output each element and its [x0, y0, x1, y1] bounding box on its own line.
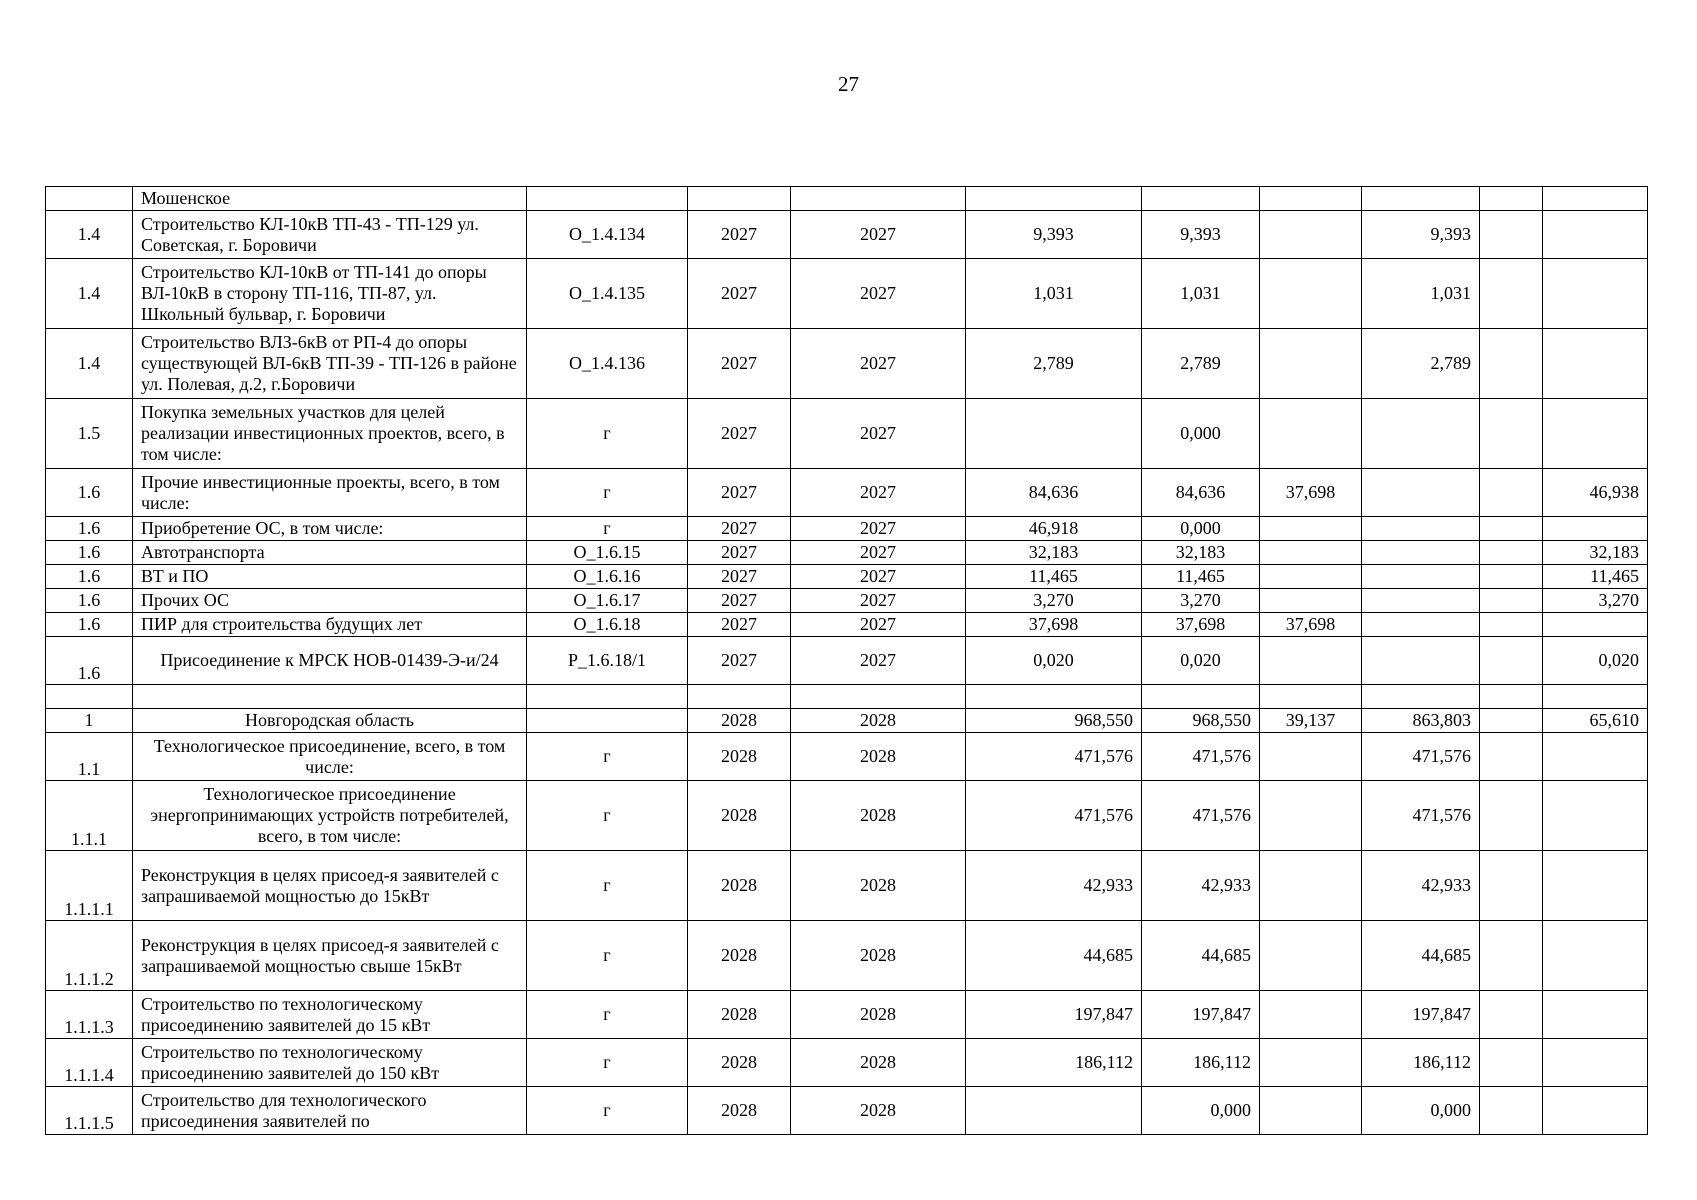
year-start-cell: 2027	[688, 399, 791, 469]
row-number-cell: 1.1.1.5	[46, 1087, 133, 1135]
row-name-cell: Строительство ВЛЗ-6кВ от РП-4 до опоры существующей ВЛ-6кВ ТП-39 - ТП-126 в районе ул. Полевая, д.2, г.Боровичи	[133, 329, 527, 399]
value-cell	[1260, 541, 1362, 565]
row-number-cell: 1.1.1.3	[46, 991, 133, 1039]
value-cell: 44,685	[966, 921, 1142, 991]
row-code-cell: г	[527, 921, 688, 991]
value-cell	[1543, 613, 1648, 637]
year-end-cell: 2027	[791, 469, 966, 517]
value-cell	[1260, 733, 1362, 781]
table-row	[46, 851, 1648, 921]
table-row	[46, 187, 1648, 211]
year-start-cell: 2027	[688, 541, 791, 565]
value-cell	[1480, 1039, 1543, 1087]
value-cell: 39,137	[1260, 709, 1362, 733]
year-end-cell: 2027	[791, 637, 966, 685]
value-cell	[1480, 259, 1543, 329]
row-name-cell: ВТ и ПО	[133, 565, 527, 589]
value-cell: 42,933	[1362, 851, 1480, 921]
year-start-cell: 2028	[688, 921, 791, 991]
value-cell	[1543, 187, 1648, 211]
table-row	[46, 259, 1648, 329]
value-cell	[1480, 187, 1543, 211]
row-number-cell	[46, 187, 133, 211]
value-cell: 863,803	[1362, 709, 1480, 733]
row-code-cell: г	[527, 781, 688, 851]
row-name-cell: Реконструкция в целях присоед-я заявителей с запрашиваемой мощностью до 15кВт	[133, 851, 527, 921]
row-code-cell: Р_1.6.18/1	[527, 637, 688, 685]
row-number-cell: 1.4	[46, 259, 133, 329]
value-cell: 0,000	[1362, 1087, 1480, 1135]
row-number-cell: 1.1.1.1	[46, 851, 133, 921]
year-start-cell: 2027	[688, 613, 791, 637]
value-cell: 11,465	[966, 565, 1142, 589]
table-row	[46, 921, 1648, 991]
row-number-cell: 1.4	[46, 329, 133, 399]
value-cell	[1260, 565, 1362, 589]
row-code-cell: О_1.4.135	[527, 259, 688, 329]
value-cell	[1480, 991, 1543, 1039]
year-start-cell: 2028	[688, 1087, 791, 1135]
value-cell	[1480, 851, 1543, 921]
value-cell	[1260, 991, 1362, 1039]
row-name-cell: ПИР для строительства будущих лет	[133, 613, 527, 637]
value-cell	[1362, 613, 1480, 637]
year-end-cell: 2027	[791, 589, 966, 613]
row-number-cell: 1.5	[46, 399, 133, 469]
year-start-cell: 2028	[688, 733, 791, 781]
value-cell: 0,020	[1543, 637, 1648, 685]
value-cell	[1260, 399, 1362, 469]
table-row	[46, 329, 1648, 399]
row-code-cell: г	[527, 991, 688, 1039]
value-cell	[1362, 399, 1480, 469]
year-end-cell	[791, 187, 966, 211]
value-cell: 37,698	[1260, 613, 1362, 637]
value-cell	[1480, 613, 1543, 637]
value-cell	[1543, 685, 1648, 709]
year-end-cell: 2027	[791, 259, 966, 329]
value-cell	[1260, 685, 1362, 709]
year-end-cell: 2028	[791, 781, 966, 851]
value-cell: 186,112	[966, 1039, 1142, 1087]
row-name-cell: Приобретение ОС, в том числе:	[133, 517, 527, 541]
value-cell: 9,393	[966, 211, 1142, 259]
year-end-cell: 2028	[791, 709, 966, 733]
value-cell: 84,636	[1142, 469, 1260, 517]
year-start-cell	[688, 187, 791, 211]
value-cell	[1543, 921, 1648, 991]
year-end-cell: 2027	[791, 211, 966, 259]
value-cell	[1362, 469, 1480, 517]
value-cell	[966, 399, 1142, 469]
table-row	[46, 1039, 1648, 1087]
page-number: 27	[838, 72, 859, 96]
value-cell	[1480, 921, 1543, 991]
year-start-cell: 2028	[688, 781, 791, 851]
row-name-cell: Мошенское	[133, 187, 527, 211]
value-cell	[966, 187, 1142, 211]
row-code-cell: О_1.6.17	[527, 589, 688, 613]
value-cell: 44,685	[1142, 921, 1260, 991]
value-cell: 471,576	[966, 733, 1142, 781]
value-cell: 0,000	[1142, 399, 1260, 469]
row-code-cell: О_1.6.18	[527, 613, 688, 637]
row-number-cell: 1.1.1.2	[46, 921, 133, 991]
value-cell	[1543, 851, 1648, 921]
row-number-cell: 1.6	[46, 469, 133, 517]
value-cell: 11,465	[1142, 565, 1260, 589]
row-code-cell: г	[527, 733, 688, 781]
table-row	[46, 1087, 1648, 1135]
value-cell: 0,000	[1142, 1087, 1260, 1135]
value-cell: 11,465	[1543, 565, 1648, 589]
value-cell: 9,393	[1362, 211, 1480, 259]
value-cell: 3,270	[966, 589, 1142, 613]
table-row	[46, 991, 1648, 1039]
value-cell: 37,698	[1142, 613, 1260, 637]
value-cell: 46,938	[1543, 469, 1648, 517]
year-end-cell: 2027	[791, 329, 966, 399]
year-start-cell	[688, 685, 791, 709]
row-code-cell: г	[527, 851, 688, 921]
value-cell: 197,847	[966, 991, 1142, 1039]
row-name-cell: Строительство КЛ-10кВ ТП-43 - ТП-129 ул. Советская, г. Боровичи	[133, 211, 527, 259]
value-cell: 1,031	[1142, 259, 1260, 329]
row-number-cell	[46, 685, 133, 709]
value-cell	[1480, 565, 1543, 589]
value-cell	[1480, 329, 1543, 399]
value-cell	[1480, 211, 1543, 259]
year-end-cell: 2027	[791, 613, 966, 637]
table-row	[46, 685, 1648, 709]
year-end-cell: 2027	[791, 517, 966, 541]
value-cell	[966, 685, 1142, 709]
year-end-cell: 2028	[791, 733, 966, 781]
row-name-cell: Строительство КЛ-10кВ от ТП-141 до опоры ВЛ-10кВ в сторону ТП-116, ТП-87, ул. Школьный бульвар, г. Боровичи	[133, 259, 527, 329]
value-cell: 2,789	[1142, 329, 1260, 399]
table-row	[46, 709, 1648, 733]
row-code-cell: г	[527, 399, 688, 469]
value-cell	[1480, 781, 1543, 851]
table-row	[46, 637, 1648, 685]
row-code-cell: О_1.6.16	[527, 565, 688, 589]
row-name-cell: Прочих ОС	[133, 589, 527, 613]
value-cell	[1480, 541, 1543, 565]
value-cell: 2,789	[966, 329, 1142, 399]
value-cell	[1260, 921, 1362, 991]
row-number-cell: 1.6	[46, 589, 133, 613]
value-cell	[1260, 259, 1362, 329]
value-cell: 0,000	[1142, 517, 1260, 541]
row-name-cell: Присоединение к МРСК НОВ-01439-Э-и/24	[133, 637, 527, 685]
value-cell	[1480, 589, 1543, 613]
value-cell: 186,112	[1362, 1039, 1480, 1087]
value-cell	[1260, 589, 1362, 613]
value-cell	[1260, 517, 1362, 541]
value-cell: 471,576	[966, 781, 1142, 851]
row-number-cell: 1.4	[46, 211, 133, 259]
value-cell	[1362, 685, 1480, 709]
value-cell: 9,393	[1142, 211, 1260, 259]
row-code-cell: О_1.6.15	[527, 541, 688, 565]
year-start-cell: 2027	[688, 589, 791, 613]
year-start-cell: 2027	[688, 329, 791, 399]
year-end-cell: 2028	[791, 1039, 966, 1087]
value-cell	[1260, 781, 1362, 851]
value-cell: 197,847	[1362, 991, 1480, 1039]
value-cell	[966, 1087, 1142, 1135]
row-name-cell: Автотранспорта	[133, 541, 527, 565]
value-cell	[1260, 851, 1362, 921]
value-cell: 197,847	[1142, 991, 1260, 1039]
value-cell	[1480, 637, 1543, 685]
row-number-cell: 1	[46, 709, 133, 733]
table-row	[46, 517, 1648, 541]
year-end-cell: 2027	[791, 565, 966, 589]
row-name-cell: Строительство для технологического присоединения заявителей по	[133, 1087, 527, 1135]
value-cell: 471,576	[1362, 781, 1480, 851]
row-number-cell: 1.6	[46, 565, 133, 589]
year-end-cell: 2027	[791, 541, 966, 565]
value-cell	[1362, 541, 1480, 565]
value-cell	[1480, 685, 1543, 709]
value-cell: 968,550	[1142, 709, 1260, 733]
value-cell: 471,576	[1142, 733, 1260, 781]
row-number-cell: 1.1.1.4	[46, 1039, 133, 1087]
year-start-cell: 2027	[688, 259, 791, 329]
value-cell: 37,698	[1260, 469, 1362, 517]
year-start-cell: 2027	[688, 637, 791, 685]
value-cell	[1543, 733, 1648, 781]
year-end-cell: 2028	[791, 1087, 966, 1135]
row-name-cell: Реконструкция в целях присоед-я заявителей с запрашиваемой мощностью свыше 15кВт	[133, 921, 527, 991]
value-cell: 3,270	[1543, 589, 1648, 613]
value-cell	[1543, 399, 1648, 469]
value-cell: 3,270	[1142, 589, 1260, 613]
value-cell	[1543, 1087, 1648, 1135]
year-start-cell: 2028	[688, 851, 791, 921]
row-name-cell: Новгородская область	[133, 709, 527, 733]
value-cell: 84,636	[966, 469, 1142, 517]
table-row	[46, 565, 1648, 589]
row-name-cell: Технологическое присоединение энергопринимающих устройств потребителей, всего, в том числе:	[133, 781, 527, 851]
value-cell: 186,112	[1142, 1039, 1260, 1087]
value-cell	[1142, 685, 1260, 709]
row-number-cell: 1.6	[46, 541, 133, 565]
value-cell: 471,576	[1142, 781, 1260, 851]
row-name-cell: Строительство по технологическому присоединению заявителей до 150 кВт	[133, 1039, 527, 1087]
year-start-cell: 2027	[688, 565, 791, 589]
year-start-cell: 2027	[688, 469, 791, 517]
value-cell	[1543, 517, 1648, 541]
row-code-cell	[527, 685, 688, 709]
value-cell	[1543, 1039, 1648, 1087]
row-code-cell: г	[527, 1039, 688, 1087]
year-end-cell: 2028	[791, 991, 966, 1039]
value-cell	[1260, 187, 1362, 211]
row-name-cell	[133, 685, 527, 709]
value-cell	[1543, 329, 1648, 399]
value-cell: 42,933	[966, 851, 1142, 921]
row-code-cell: г	[527, 1087, 688, 1135]
value-cell	[1543, 781, 1648, 851]
value-cell	[1260, 1039, 1362, 1087]
row-name-cell: Строительство по технологическому присоединению заявителей до 15 кВт	[133, 991, 527, 1039]
value-cell	[1480, 469, 1543, 517]
row-code-cell: г	[527, 469, 688, 517]
row-number-cell: 1.6	[46, 613, 133, 637]
year-start-cell: 2028	[688, 709, 791, 733]
row-code-cell	[527, 187, 688, 211]
table-row	[46, 781, 1648, 851]
value-cell	[1362, 589, 1480, 613]
year-start-cell: 2028	[688, 1039, 791, 1087]
value-cell: 968,550	[966, 709, 1142, 733]
value-cell: 1,031	[1362, 259, 1480, 329]
table-row	[46, 589, 1648, 613]
row-code-cell: О_1.4.134	[527, 211, 688, 259]
year-end-cell	[791, 685, 966, 709]
value-cell: 471,576	[1362, 733, 1480, 781]
year-start-cell: 2027	[688, 517, 791, 541]
year-end-cell: 2028	[791, 851, 966, 921]
value-cell	[1362, 187, 1480, 211]
row-number-cell: 1.6	[46, 517, 133, 541]
value-cell	[1260, 637, 1362, 685]
value-cell	[1480, 709, 1543, 733]
value-cell	[1543, 259, 1648, 329]
row-name-cell: Прочие инвестиционные проекты, всего, в том числе:	[133, 469, 527, 517]
table-row	[46, 399, 1648, 469]
value-cell	[1142, 187, 1260, 211]
year-start-cell: 2027	[688, 211, 791, 259]
value-cell	[1480, 517, 1543, 541]
row-number-cell: 1.1.1	[46, 781, 133, 851]
value-cell: 32,183	[966, 541, 1142, 565]
year-start-cell: 2028	[688, 991, 791, 1039]
value-cell	[1543, 211, 1648, 259]
value-cell	[1260, 211, 1362, 259]
row-code-cell	[527, 709, 688, 733]
row-number-cell: 1.6	[46, 637, 133, 685]
value-cell	[1260, 1087, 1362, 1135]
value-cell	[1480, 1087, 1543, 1135]
value-cell: 37,698	[966, 613, 1142, 637]
value-cell: 32,183	[1543, 541, 1648, 565]
table-row	[46, 469, 1648, 517]
table-row	[46, 211, 1648, 259]
value-cell	[1543, 991, 1648, 1039]
value-cell: 42,933	[1142, 851, 1260, 921]
value-cell: 0,020	[966, 637, 1142, 685]
investment-table	[45, 186, 1648, 1135]
table-row	[46, 541, 1648, 565]
table-row	[46, 613, 1648, 637]
value-cell: 65,610	[1543, 709, 1648, 733]
year-end-cell: 2027	[791, 399, 966, 469]
row-name-cell: Покупка земельных участков для целей реализации инвестиционных проектов, всего, в том числе:	[133, 399, 527, 469]
value-cell: 2,789	[1362, 329, 1480, 399]
value-cell	[1362, 565, 1480, 589]
value-cell: 1,031	[966, 259, 1142, 329]
value-cell: 46,918	[966, 517, 1142, 541]
value-cell: 32,183	[1142, 541, 1260, 565]
value-cell	[1362, 637, 1480, 685]
value-cell	[1480, 399, 1543, 469]
row-code-cell: О_1.4.136	[527, 329, 688, 399]
row-name-cell: Технологическое присоединение, всего, в том числе:	[133, 733, 527, 781]
value-cell: 44,685	[1362, 921, 1480, 991]
value-cell: 0,020	[1142, 637, 1260, 685]
year-end-cell: 2028	[791, 921, 966, 991]
value-cell	[1362, 517, 1480, 541]
row-code-cell: г	[527, 517, 688, 541]
value-cell	[1260, 329, 1362, 399]
table-row	[46, 733, 1648, 781]
value-cell	[1480, 733, 1543, 781]
row-number-cell: 1.1	[46, 733, 133, 781]
